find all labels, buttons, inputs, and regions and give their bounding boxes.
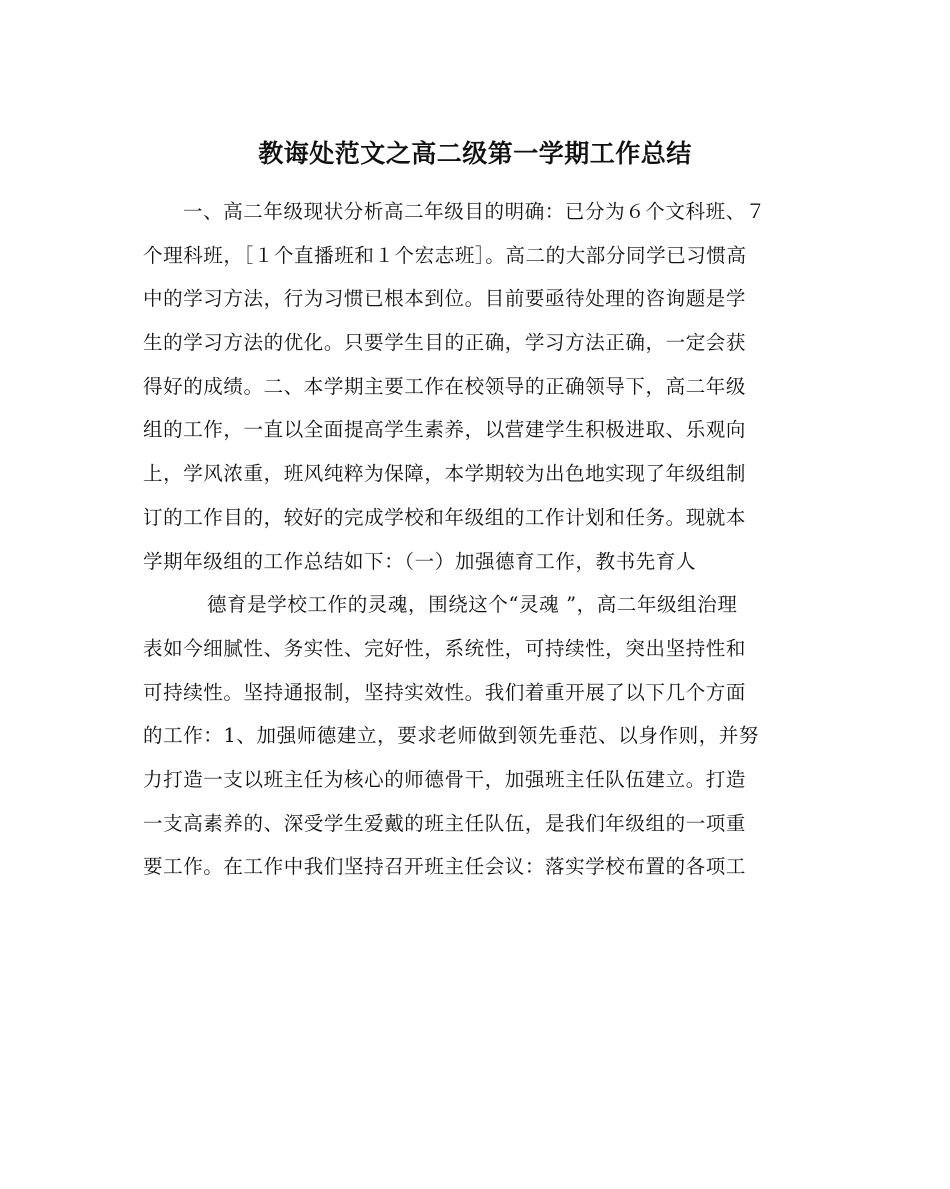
body-line: 个理科班，［１个直播班和１个宏志班］。高二的大部分同学已习惯高 bbox=[143, 243, 747, 267]
body-line: 可持续性。坚持通报制，坚持实效性。我们着重开展了以下几个方面 bbox=[143, 680, 747, 704]
body-line: 组的工作，一直以全面提高学生素养，以营建学生积极进取、乐观向 bbox=[143, 418, 747, 442]
body-line: 德育是学校工作的灵魂，围绕这个“灵魂 ”，高二年级组治理 bbox=[207, 593, 738, 617]
body-line: 学期年级组的工作总结如下：（一）加强德育工作，教书先育人 bbox=[143, 549, 697, 573]
body-line: 要工作。在工作中我们坚持召开班主任会议：落实学校布置的各项工 bbox=[143, 855, 747, 879]
body-line: 力打造一支以班主任为核心的师德骨干，加强班主任队伍建立。打造 bbox=[143, 767, 747, 791]
body-line: 得好的成绩。二、本学期主要工作在校领导的正确领导下，高二年级 bbox=[143, 374, 747, 398]
body-line: 订的工作目的，较好的完成学校和年级组的工作计划和任务。现就本 bbox=[143, 505, 747, 529]
body-line: 中的学习方法，行为习惯已根本到位。目前要亟待处理的咨询题是学 bbox=[143, 287, 747, 311]
body-line: 生的学习方法的优化。只要学生目的正确，学习方法正确，一定会获 bbox=[143, 331, 747, 355]
document-title: 教诲处范文之高二级第一学期工作总结 bbox=[258, 139, 692, 168]
body-line: 上，学风浓重，班风纯粹为保障，本学期较为出色地实现了年级组制 bbox=[143, 462, 747, 486]
body-line: 的工作：1、加强师德建立，要求老师做到领先垂范、以身作则，并努 bbox=[143, 724, 760, 748]
document-body bbox=[143, 190, 813, 889]
body-line: 表如今细腻性、务实性、完好性，系统性，可持续性，突出坚持性和 bbox=[143, 636, 747, 660]
body-line: 一支高素养的、深受学生爱戴的班主任队伍，是我们年级组的一项重 bbox=[143, 811, 747, 835]
body-line: 一、高二年级现状分析高二年级目的明确：已分为６个文科班、７ bbox=[183, 200, 766, 223]
